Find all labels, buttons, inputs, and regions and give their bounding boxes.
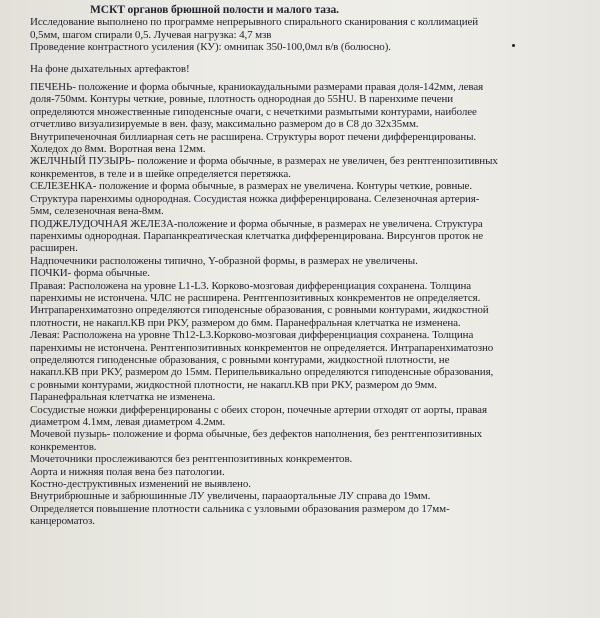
document-line: СЕЛЕЗЕНКА- положение и форма обычные, в размерах не увеличена. Контуры четкие, ровные. — [30, 180, 472, 193]
document-title: МСКТ органов брюшной полости и малого таза. — [90, 4, 339, 16]
document-line: конкрементов. — [30, 440, 97, 453]
document-line: канцероматоз. — [30, 515, 95, 528]
document-line: Мочеточники прослеживаются без рентгенпозитивных конкрементов. — [30, 453, 353, 466]
document-line: Проведение контрастного усиления (КУ): омнипак 350-100,0мл в/в (болюсно). — [30, 41, 391, 54]
document-line: Интрапаренхиматозно определяются гиподенсные образования, с ровными контурами, жидкостной — [30, 304, 489, 317]
document-line: 0,5мм, шагом спирали 0,5. Лучевая нагрузка: 4,7 мзв — [30, 28, 272, 41]
document-line: Костно-деструктивных изменений не выявлено. — [30, 478, 251, 491]
document-line: ЖЕЛЧНЫЙ ПУЗЫРЬ- положение и форма обычные, в размерах не увеличен, без рентгенпозитивных — [30, 155, 498, 168]
document-line: доля-750мм. Контуры четкие, ровные, плотность однородная до 55HU. В паренхиме печени — [30, 93, 454, 106]
document-line: Внутрипеченочная биллиарная сеть не расширена. Структуры ворот печени дифференцированы. — [30, 130, 477, 143]
document-line: паренхимы однородная. Парапанкреатическая клетчатка дифференцирована. Вирсунгов проток не — [30, 229, 484, 242]
document-line: Мочевой пузырь- положение и форма обычные, без дефектов наполнения, без рентгенпозитивных — [30, 428, 483, 441]
document-line: определяются множественные гиподенсные очаги, с нечеткими размытыми контурами, наиболее — [30, 105, 477, 118]
paragraph-gap — [30, 54, 590, 63]
document-line: ПОЧКИ- форма обычные. — [30, 267, 150, 280]
document-line: конкрементов, в теле и в шейке определяется перетяжка. — [30, 167, 291, 180]
document-line: Паранефральная клетчатка не изменена. — [30, 391, 216, 404]
document-line: паренхимы не истончена. ЧЛС не расширена. Рентгенпозитивных конкрементов не определяется. — [30, 291, 481, 304]
document-line: Левая: Расположена на уровне Th12-L3.Корково-мозговая дифференциация сохранена. Толщина — [30, 329, 474, 342]
document-line: Надпочечники расположены типично, Y-образной формы, в размерах не увеличены. — [30, 254, 418, 267]
document-line: Структура паренхимы однородная. Сосудистая ножка дифференцирована. Селезеночная артерия- — [30, 192, 480, 205]
document-line: определяются гиподенсные образования, с ровными контурами, жидкостной плотности, не — [30, 353, 450, 366]
document-line: Аорта и нижняя полая вена без патологии. — [30, 465, 225, 478]
document-line: На фоне дыхательных артефактов! — [30, 62, 190, 75]
document-line: с ровными контурами, жидкостной плотности, не накапл.КВ при РКУ, размером до 9мм. — [30, 378, 437, 391]
document-line: 5мм, селезеночная вена-8мм. — [30, 205, 164, 218]
document-line: ПОДЖЕЛУДОЧНАЯ ЖЕЛЕЗА-положение и форма обычные, в размерах не увеличена. Структура — [30, 217, 483, 230]
document-line: Правая: Расположена на уровне L1-L3. Корково-мозговая дифференциация сохранена. Толщина — [30, 279, 472, 292]
document-line: Сосудистые ножки дифференцированы с обеих сторон, почечные артерии отходят от аорты, правая — [30, 403, 487, 416]
document-line: Внутрибрюшные и забрюшинные ЛУ увеличены, парааортальные ЛУ справа до 19мм. — [30, 490, 431, 503]
document-line: ПЕЧЕНЬ- положение и форма обычные, краниокаудальными размерами правая доля-142мм, левая — [30, 81, 484, 94]
document-line: отчетливо визуализируемые в вен. фазу, максимально размером до в С8 до 32х35мм. — [30, 118, 419, 131]
document-line: накапл.КВ при РКУ, размером до 15мм. Перипельвикально определяются гиподенсные образования, — [30, 366, 494, 379]
document-line: диаметром 4.1мм, левая диаметром 4.2мм. — [30, 416, 226, 428]
document-line: расширен. — [30, 242, 78, 255]
document-line: плотности, не накапл.КВ при РКУ, размером до 6мм. Паранефральная клетчатка не изменена. — [30, 316, 461, 329]
document-line: Исследование выполнено по программе непрерывного спирального сканирования с коллимацией — [30, 16, 479, 29]
document-line: паренхимы не истончена. Рентгенпозитивных конкрементов не определяется. Интрапаренхиматозно — [30, 341, 494, 354]
document-line: Холедох до 8мм. Воротная вена 12мм. — [30, 143, 206, 156]
document-line: Определяется повышение плотности сальника с узловыми образования размером до 17мм- — [30, 502, 450, 515]
document-text — [30, 4, 590, 528]
